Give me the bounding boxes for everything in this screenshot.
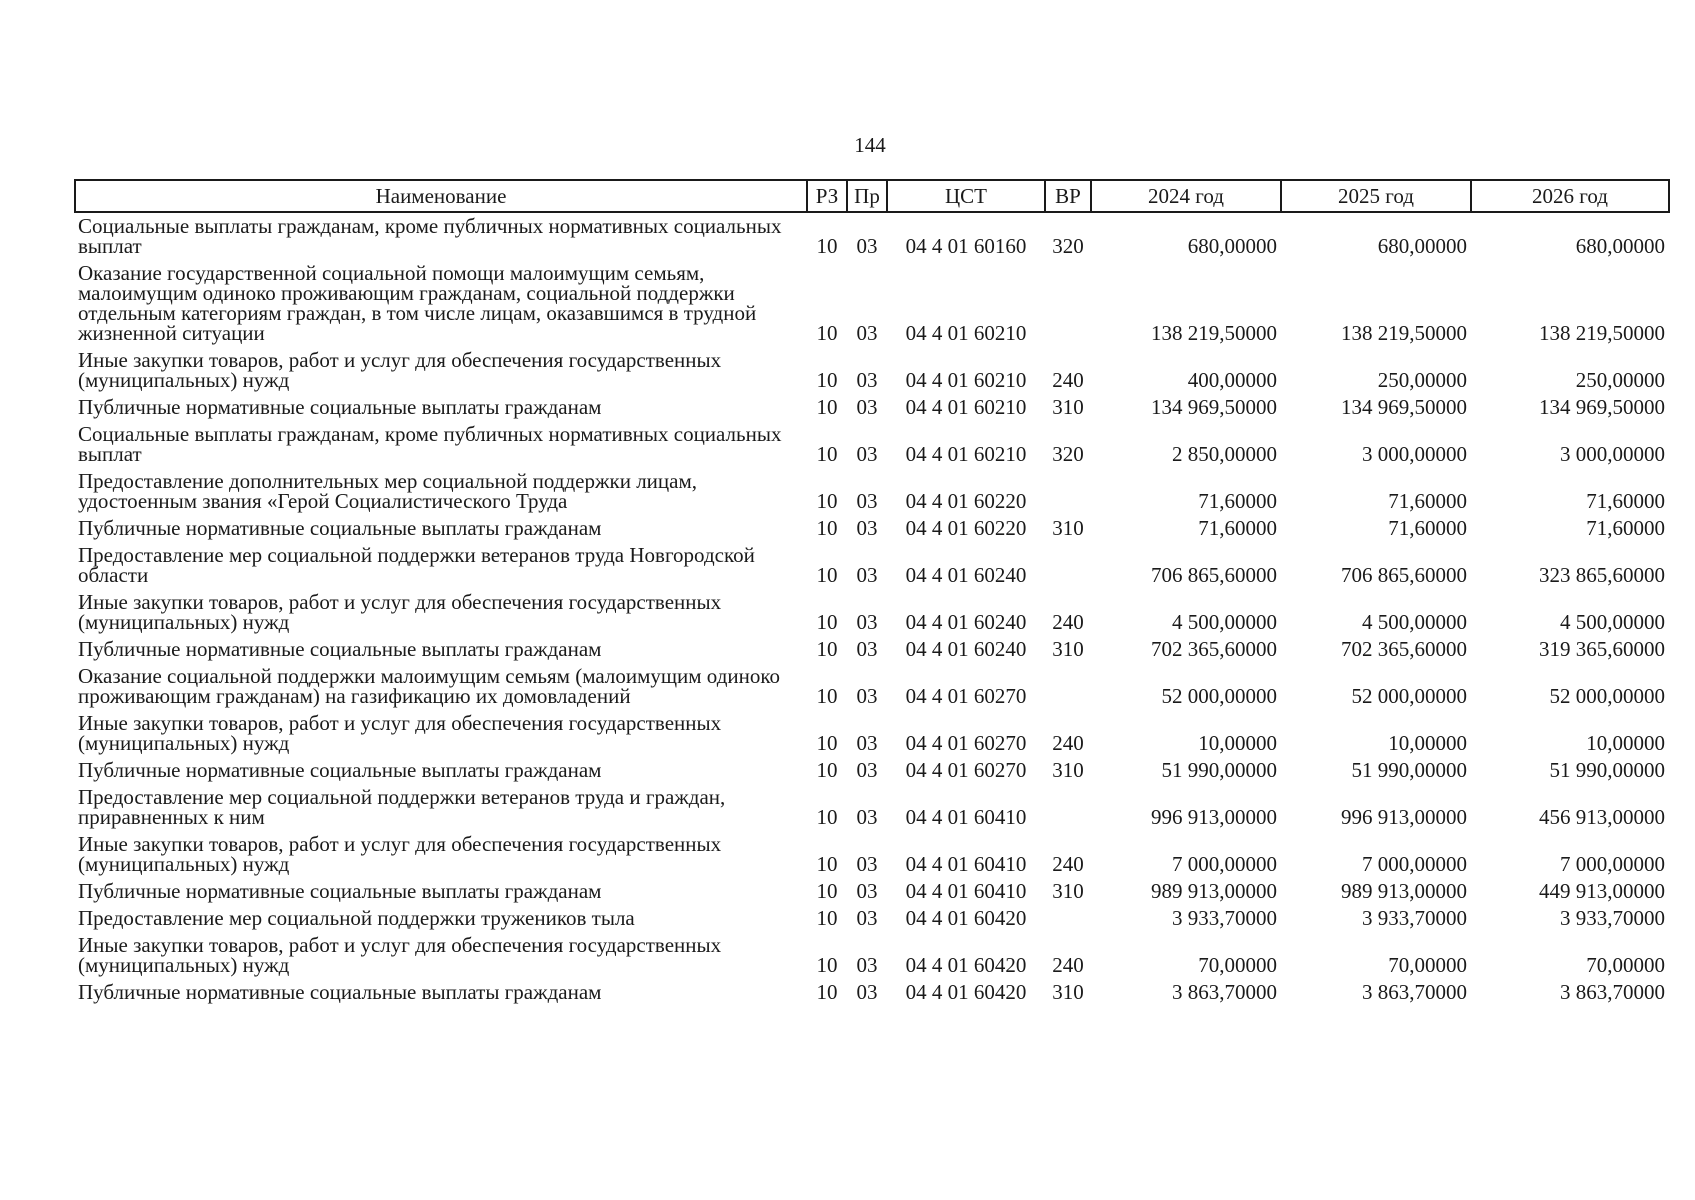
row-value-2024: 702 365,60000 bbox=[1151, 637, 1277, 661]
row-value-2025: 706 865,60000 bbox=[1341, 563, 1467, 587]
row-pr: 03 bbox=[856, 395, 878, 419]
row-value-2026: 134 969,50000 bbox=[1539, 395, 1665, 419]
row-name: Иные закупки товаров, работ и услуг для обеспечения государственных (муниципальных) нужд bbox=[78, 933, 722, 977]
row-value-2024: 3 863,70000 bbox=[1172, 980, 1277, 1004]
row-value-2024: 989 913,00000 bbox=[1151, 879, 1277, 903]
row-name: Публичные нормативные социальные выплаты гражданам bbox=[78, 637, 602, 661]
row-value-2024: 71,60000 bbox=[1198, 516, 1277, 540]
row-vr bbox=[1045, 905, 1091, 932]
table-row bbox=[75, 421, 1669, 468]
row-cst: 04 4 01 60410 bbox=[905, 805, 1027, 829]
row-value-2026: 71,60000 bbox=[1586, 489, 1665, 513]
table-row bbox=[75, 212, 1669, 260]
row-value-2025: 70,00000 bbox=[1388, 953, 1467, 977]
row-value-2025: 250,00000 bbox=[1377, 368, 1467, 392]
row-pr: 03 bbox=[856, 879, 878, 903]
row-value-2026: 10,00000 bbox=[1586, 731, 1665, 755]
row-value-2025: 680,00000 bbox=[1377, 234, 1467, 258]
row-value-2025: 3 000,00000 bbox=[1362, 442, 1467, 466]
row-name: Иные закупки товаров, работ и услуг для обеспечения государственных (муниципальных) нужд bbox=[78, 348, 722, 392]
row-cst: 04 4 01 60160 bbox=[905, 234, 1027, 258]
row-value-2026: 3 000,00000 bbox=[1560, 442, 1665, 466]
row-pr: 03 bbox=[856, 489, 878, 513]
table-row bbox=[75, 515, 1669, 542]
row-value-2026: 449 913,00000 bbox=[1539, 879, 1665, 903]
row-value-2024: 680,00000 bbox=[1187, 234, 1277, 258]
row-vr: 240 bbox=[1052, 368, 1084, 392]
row-rz: 10 bbox=[816, 805, 838, 829]
row-value-2026: 319 365,60000 bbox=[1539, 637, 1665, 661]
header-cst: ЦСТ bbox=[887, 180, 1045, 212]
table-row bbox=[75, 757, 1669, 784]
row-rz: 10 bbox=[816, 368, 838, 392]
row-name: Оказание социальной поддержки малоимущим семьям (малоимущим одиноко проживающим гражданам) на газификацию их домовладений bbox=[78, 664, 781, 708]
table-row bbox=[75, 394, 1669, 421]
row-name: Публичные нормативные социальные выплаты гражданам bbox=[78, 395, 602, 419]
row-name: Социальные выплаты гражданам, кроме публичных нормативных социальных выплат bbox=[78, 422, 782, 466]
row-value-2025: 51 990,00000 bbox=[1351, 758, 1467, 782]
row-pr: 03 bbox=[856, 805, 878, 829]
row-pr: 03 bbox=[856, 637, 878, 661]
row-rz: 10 bbox=[816, 610, 838, 634]
row-cst: 04 4 01 60410 bbox=[905, 852, 1027, 876]
row-pr: 03 bbox=[856, 731, 878, 755]
row-name: Оказание государственной социальной помощи малоимущим семьям, малоимущим одиноко проживающим гражданам, социальной поддержки отдельным категориям граждан, в том числе лицам, оказавшимся в трудной жизненной ситуации bbox=[78, 261, 757, 345]
row-value-2024: 134 969,50000 bbox=[1151, 395, 1277, 419]
row-vr: 310 bbox=[1052, 516, 1084, 540]
row-vr bbox=[1045, 663, 1091, 710]
table-row bbox=[75, 663, 1669, 710]
table-row bbox=[75, 979, 1669, 1006]
row-cst: 04 4 01 60420 bbox=[905, 953, 1027, 977]
row-pr: 03 bbox=[856, 368, 878, 392]
row-value-2026: 3 863,70000 bbox=[1560, 980, 1665, 1004]
row-value-2026: 3 933,70000 bbox=[1560, 906, 1665, 930]
row-value-2025: 71,60000 bbox=[1388, 489, 1467, 513]
row-cst: 04 4 01 60420 bbox=[905, 980, 1027, 1004]
table-row bbox=[75, 636, 1669, 663]
row-rz: 10 bbox=[816, 879, 838, 903]
row-rz: 10 bbox=[816, 758, 838, 782]
row-vr: 310 bbox=[1052, 879, 1084, 903]
header-pr: Пр bbox=[847, 180, 887, 212]
row-value-2024: 10,00000 bbox=[1198, 731, 1277, 755]
row-rz: 10 bbox=[816, 489, 838, 513]
row-rz: 10 bbox=[816, 563, 838, 587]
row-cst: 04 4 01 60240 bbox=[905, 610, 1027, 634]
row-vr: 240 bbox=[1052, 610, 1084, 634]
row-cst: 04 4 01 60270 bbox=[905, 684, 1027, 708]
row-cst: 04 4 01 60210 bbox=[905, 321, 1027, 345]
row-rz: 10 bbox=[816, 516, 838, 540]
row-rz: 10 bbox=[816, 234, 838, 258]
table-row bbox=[75, 260, 1669, 347]
row-vr: 310 bbox=[1052, 980, 1084, 1004]
row-cst: 04 4 01 60240 bbox=[905, 637, 1027, 661]
row-value-2025: 4 500,00000 bbox=[1362, 610, 1467, 634]
row-value-2024: 138 219,50000 bbox=[1151, 321, 1277, 345]
row-vr: 310 bbox=[1052, 395, 1084, 419]
row-pr: 03 bbox=[856, 758, 878, 782]
row-value-2026: 250,00000 bbox=[1575, 368, 1665, 392]
row-cst: 04 4 01 60210 bbox=[905, 395, 1027, 419]
row-value-2025: 3 933,70000 bbox=[1362, 906, 1467, 930]
row-rz: 10 bbox=[816, 980, 838, 1004]
header-2024: 2024 год bbox=[1091, 180, 1281, 212]
row-name: Предоставление дополнительных мер социальной поддержки лицам, удостоенным звания «Герой Социалистического Труда bbox=[78, 469, 698, 513]
header-2025: 2025 год bbox=[1281, 180, 1471, 212]
row-name: Публичные нормативные социальные выплаты гражданам bbox=[78, 879, 602, 903]
row-value-2024: 400,00000 bbox=[1187, 368, 1277, 392]
row-value-2026: 456 913,00000 bbox=[1539, 805, 1665, 829]
table-header-row bbox=[75, 180, 1669, 212]
row-name: Иные закупки товаров, работ и услуг для обеспечения государственных (муниципальных) нужд bbox=[78, 590, 722, 634]
row-value-2024: 52 000,00000 bbox=[1161, 684, 1277, 708]
row-pr: 03 bbox=[856, 684, 878, 708]
row-value-2025: 7 000,00000 bbox=[1362, 852, 1467, 876]
row-pr: 03 bbox=[856, 610, 878, 634]
table-body bbox=[75, 212, 1669, 1006]
row-value-2025: 71,60000 bbox=[1388, 516, 1467, 540]
budget-table bbox=[74, 179, 1670, 1006]
table-row bbox=[75, 878, 1669, 905]
row-cst: 04 4 01 60420 bbox=[905, 906, 1027, 930]
row-vr: 240 bbox=[1052, 953, 1084, 977]
row-pr: 03 bbox=[856, 442, 878, 466]
row-value-2025: 138 219,50000 bbox=[1341, 321, 1467, 345]
row-name: Публичные нормативные социальные выплаты гражданам bbox=[78, 516, 602, 540]
row-name: Иные закупки товаров, работ и услуг для обеспечения государственных (муниципальных) нужд bbox=[78, 832, 722, 876]
row-cst: 04 4 01 60240 bbox=[905, 563, 1027, 587]
row-rz: 10 bbox=[816, 684, 838, 708]
row-pr: 03 bbox=[856, 953, 878, 977]
row-rz: 10 bbox=[816, 321, 838, 345]
row-vr: 310 bbox=[1052, 637, 1084, 661]
row-vr bbox=[1045, 260, 1091, 347]
row-value-2025: 134 969,50000 bbox=[1341, 395, 1467, 419]
row-value-2024: 70,00000 bbox=[1198, 953, 1277, 977]
header-vr: ВР bbox=[1045, 180, 1091, 212]
row-name: Предоставление мер социальной поддержки тружеников тыла bbox=[78, 906, 635, 930]
row-value-2026: 4 500,00000 bbox=[1560, 610, 1665, 634]
table-row bbox=[75, 468, 1669, 515]
row-cst: 04 4 01 60410 bbox=[905, 879, 1027, 903]
row-name: Предоставление мер социальной поддержки ветеранов труда Новгородской области bbox=[78, 543, 755, 587]
row-value-2026: 70,00000 bbox=[1586, 953, 1665, 977]
row-value-2025: 989 913,00000 bbox=[1341, 879, 1467, 903]
row-vr: 320 bbox=[1052, 442, 1084, 466]
row-rz: 10 bbox=[816, 906, 838, 930]
page-number: 144 bbox=[854, 133, 886, 157]
table-row bbox=[75, 347, 1669, 394]
row-value-2026: 138 219,50000 bbox=[1539, 321, 1665, 345]
row-vr bbox=[1045, 468, 1091, 515]
row-rz: 10 bbox=[816, 953, 838, 977]
row-value-2025: 3 863,70000 bbox=[1362, 980, 1467, 1004]
row-value-2024: 996 913,00000 bbox=[1151, 805, 1277, 829]
row-rz: 10 bbox=[816, 637, 838, 661]
row-vr bbox=[1045, 784, 1091, 831]
row-pr: 03 bbox=[856, 234, 878, 258]
row-pr: 03 bbox=[856, 321, 878, 345]
row-value-2024: 51 990,00000 bbox=[1161, 758, 1277, 782]
row-name: Публичные нормативные социальные выплаты гражданам bbox=[78, 758, 602, 782]
table-row bbox=[75, 831, 1669, 878]
row-rz: 10 bbox=[816, 442, 838, 466]
row-pr: 03 bbox=[856, 852, 878, 876]
table-row bbox=[75, 710, 1669, 757]
row-value-2026: 323 865,60000 bbox=[1539, 563, 1665, 587]
row-name: Социальные выплаты гражданам, кроме публичных нормативных социальных выплат bbox=[78, 214, 782, 258]
header-2026: 2026 год bbox=[1471, 180, 1669, 212]
row-pr: 03 bbox=[856, 563, 878, 587]
row-value-2026: 71,60000 bbox=[1586, 516, 1665, 540]
table-row bbox=[75, 542, 1669, 589]
row-cst: 04 4 01 60220 bbox=[905, 489, 1027, 513]
row-rz: 10 bbox=[816, 395, 838, 419]
table-row bbox=[75, 932, 1669, 979]
row-name: Публичные нормативные социальные выплаты гражданам bbox=[78, 980, 602, 1004]
row-value-2024: 706 865,60000 bbox=[1151, 563, 1277, 587]
row-value-2025: 10,00000 bbox=[1388, 731, 1467, 755]
row-value-2025: 996 913,00000 bbox=[1341, 805, 1467, 829]
row-value-2024: 7 000,00000 bbox=[1172, 852, 1277, 876]
row-cst: 04 4 01 60270 bbox=[905, 731, 1027, 755]
row-vr: 310 bbox=[1052, 758, 1084, 782]
row-name: Предоставление мер социальной поддержки ветеранов труда и граждан, приравненных к ним bbox=[78, 785, 726, 829]
row-value-2024: 2 850,00000 bbox=[1172, 442, 1277, 466]
row-pr: 03 bbox=[856, 906, 878, 930]
row-value-2025: 702 365,60000 bbox=[1341, 637, 1467, 661]
row-vr bbox=[1045, 542, 1091, 589]
row-value-2025: 52 000,00000 bbox=[1351, 684, 1467, 708]
row-value-2026: 51 990,00000 bbox=[1549, 758, 1665, 782]
row-pr: 03 bbox=[856, 980, 878, 1004]
row-value-2026: 7 000,00000 bbox=[1560, 852, 1665, 876]
row-name: Иные закупки товаров, работ и услуг для обеспечения государственных (муниципальных) нужд bbox=[78, 711, 722, 755]
row-value-2024: 71,60000 bbox=[1198, 489, 1277, 513]
row-cst: 04 4 01 60210 bbox=[905, 442, 1027, 466]
table-row bbox=[75, 589, 1669, 636]
row-value-2026: 680,00000 bbox=[1575, 234, 1665, 258]
row-value-2026: 52 000,00000 bbox=[1549, 684, 1665, 708]
row-vr: 320 bbox=[1052, 234, 1084, 258]
row-cst: 04 4 01 60220 bbox=[905, 516, 1027, 540]
row-pr: 03 bbox=[856, 516, 878, 540]
row-vr: 240 bbox=[1052, 731, 1084, 755]
row-rz: 10 bbox=[816, 731, 838, 755]
header-rz: РЗ bbox=[807, 180, 847, 212]
row-cst: 04 4 01 60270 bbox=[905, 758, 1027, 782]
header-name: Наименование bbox=[75, 180, 807, 212]
row-value-2024: 4 500,00000 bbox=[1172, 610, 1277, 634]
row-cst: 04 4 01 60210 bbox=[905, 368, 1027, 392]
table-row bbox=[75, 784, 1669, 831]
row-rz: 10 bbox=[816, 852, 838, 876]
table-row bbox=[75, 905, 1669, 932]
row-vr: 240 bbox=[1052, 852, 1084, 876]
row-value-2024: 3 933,70000 bbox=[1172, 906, 1277, 930]
